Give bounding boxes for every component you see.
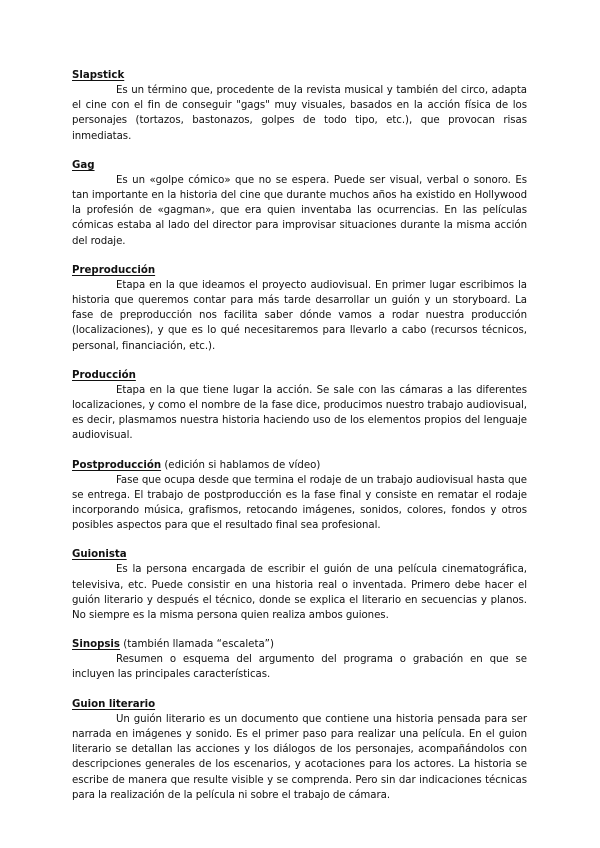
- document-page: [72, 69, 527, 818]
- entry-heading: [72, 264, 527, 278]
- entry-slapstick: [72, 69, 527, 144]
- entry-gag: [72, 159, 527, 249]
- term-title: Postproducción: [72, 459, 162, 471]
- term-note: (edición si hablamos de vídeo): [161, 459, 321, 471]
- definition-text: Es un término que, procedente de la revista musical y también del circo, adapta el cine con el fin de conseguir "gags" muy visuales, basados en la acción física de los personajes (tortazos, bastonazos, golpes de todo tipo, etc.), que provocan risas inmediatas.: [72, 85, 527, 142]
- term-title: Guion literario: [72, 698, 156, 710]
- entry-heading: [72, 69, 527, 83]
- entry-sinopsis: [72, 638, 527, 682]
- definition-text: Etapa en la que ideamos el proyecto audiovisual. En primer lugar escribimos la historia que queremos contar para más tarde desarrollar un guión y un storyboard. La fase de preproducción nos facilita saber dónde vamos a rodar nuestra producción (localizaciones), y que es lo qué necesitaremos para llevarlo a cabo (recursos técnicos, personal, financiación, etc.).: [72, 279, 527, 352]
- definition-text: Etapa en la que tiene lugar la acción. Se sale con las cámaras a las diferentes localizaciones, y como el nombre de la fase dice, producimos nuestro trabajo audiovisual, es decir, plasmamos nuestra historia haciendo uso de los elementos propios del lenguaje audiovisual.: [72, 384, 527, 442]
- term-note: (también llamada “escaleta”): [120, 639, 274, 651]
- entry-heading: [72, 698, 527, 712]
- term-title: Producción: [72, 369, 136, 381]
- definition-text: Fase que ocupa desde que termina el rodaje de un trabajo audiovisual hasta que se entrega. El trabajo de postproducción es la fase final y consiste en rematar el rodaje incorporando música, grafismos, retocando imágenes, sonidos, colores, fondos y otros posibles aspectos para que el resultado final sea profesional.: [72, 474, 527, 532]
- entry-produccion: [72, 369, 527, 444]
- entry-heading: [72, 548, 527, 562]
- definition-text: Es la persona encargada de escribir el guión de una película cinematográfica, televisiva, etc. Puede consistir en una historia real o inventada. Primero debe hacer el guión literario y después el técnico, donde se explica el literario en secuencias y planos. No siempre es la misma persona quien realiza ambos guiones.: [72, 564, 527, 622]
- entry-guionista: [72, 548, 527, 623]
- definition-text: Resumen o esquema del argumento del programa o grabación en que se incluyen las principales características.: [72, 654, 527, 681]
- entry-heading: [72, 638, 527, 652]
- definition-text: Es un «golpe cómico» que no se espera. Puede ser visual, verbal o sonoro. Es tan importante en la historia del cine que durante muchos años ha existido en Hollywood la profesión de «gagman», que era quien inventaba las ocurrencias. En las películas cómicas estaba al lado del director para improvisar situaciones durante la misma acción del rodaje.: [72, 174, 527, 247]
- term-title: Preproducción: [72, 264, 156, 276]
- entry-preproduccion: [72, 264, 527, 354]
- entry-heading: [72, 159, 527, 173]
- definition-text: Un guión literario es un documento que contiene una historia pensada para ser narrada en imágenes y sonido. Es el primer paso para realizar una película. En el guion literario se detallan las acciones y los diálogos de los personajes, acompañándolos con descripciones generales de los escenarios, y acotaciones para los actores. La historia se escribe de manera que resulte visible y se comprenda. Pero sin dar indicaciones técnicas para la realización de la película ni sobre el trabajo de cámara.: [72, 713, 527, 801]
- entry-postproduccion: [72, 459, 527, 534]
- entry-heading: [72, 459, 527, 473]
- term-title: Gag: [72, 159, 95, 171]
- entry-guion-literario: [72, 698, 527, 803]
- term-title: Sinopsis: [72, 639, 120, 651]
- term-title: Slapstick: [72, 70, 125, 81]
- term-title: Guionista: [72, 549, 127, 561]
- entry-heading: [72, 369, 527, 383]
